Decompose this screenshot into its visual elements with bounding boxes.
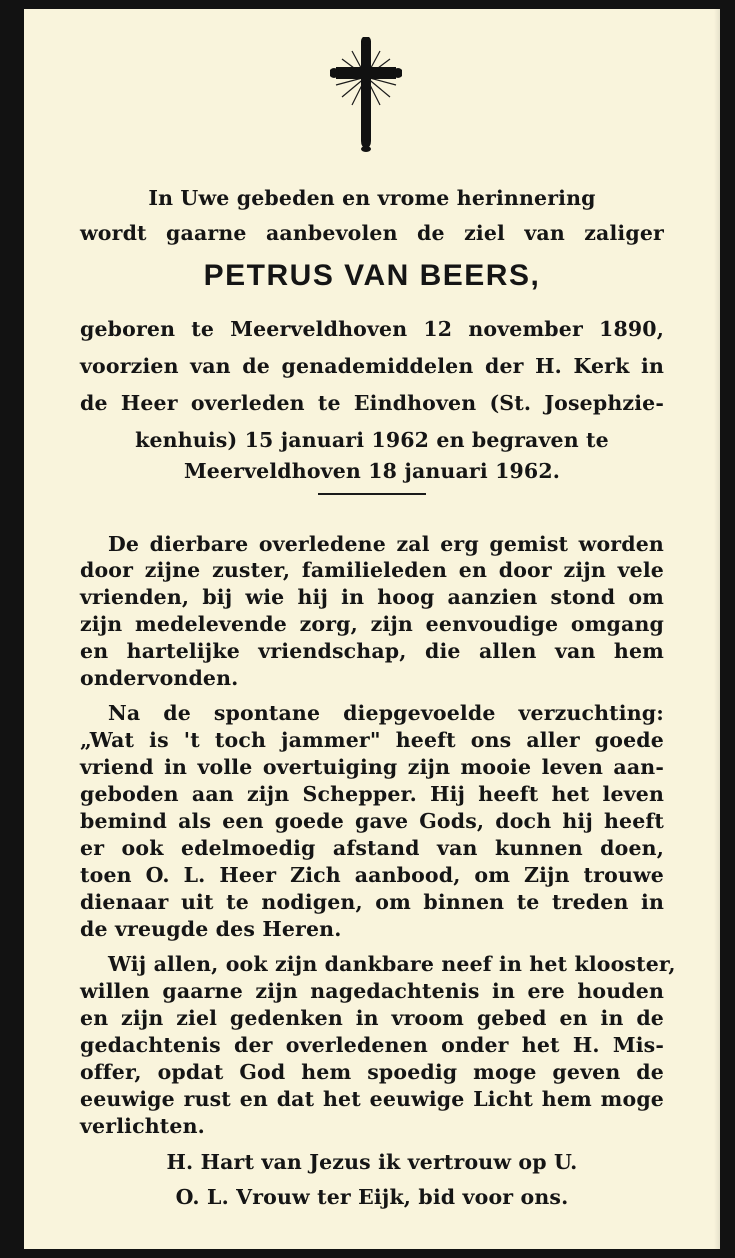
bio-line-1: geboren te Meerveldhoven 12 november 1890, bbox=[80, 317, 664, 341]
bio-line-4: kenhuis) 15 januari 1962 en begraven te bbox=[135, 428, 609, 452]
paragraph-2-line-1: Na de spontane diepgevoelde verzuchting: bbox=[108, 701, 664, 725]
paragraph-3-line-6: eeuwige rust en dat het eeuwige Licht hem moge bbox=[80, 1087, 664, 1111]
paragraph-1-line-2: door zijne zuster, familieleden en door zijn vele bbox=[80, 558, 664, 582]
paragraph-2-line-9: de vreugde des Heren. bbox=[80, 917, 342, 941]
paragraph-3-line-4: gedachtenis der overledenen onder het H. Mis- bbox=[80, 1033, 664, 1057]
prayer-line-2: O. L. Vrouw ter Eijk, bid voor ons. bbox=[175, 1185, 569, 1209]
paragraph-2-line-5: bemind als een goede gave Gods, doch hij heeft bbox=[80, 809, 664, 833]
paragraph-3-line-5: offer, opdat God hem spoedig moge geven de bbox=[80, 1060, 664, 1084]
paragraph-2-line-8: dienaar uit te nodigen, om binnen te treden in bbox=[80, 890, 664, 914]
paragraph-2-line-4: geboden aan zijn Schepper. Hij heeft het leven bbox=[80, 782, 664, 806]
paragraph-3-line-7: verlichten. bbox=[80, 1114, 205, 1138]
paragraph-3-line-3: en zijn ziel gedenken in vroom gebed en in de bbox=[80, 1006, 664, 1030]
prayer-line-1: H. Hart van Jezus ik vertrouw op U. bbox=[166, 1150, 578, 1174]
paragraph-1-line-3: vrienden, bij wie hij in hoog aanzien stond om bbox=[80, 585, 664, 609]
paragraph-2-line-2: „Wat is 't toch jammer" heeft ons aller goede bbox=[80, 728, 664, 752]
paragraph-1-line-4: zijn medelevende zorg, zijn eenvoudige omgang bbox=[80, 612, 664, 636]
bio-line-5: Meerveldhoven 18 januari 1962. bbox=[183, 459, 561, 483]
paragraph-2-line-3: vriend in volle overtuiging zijn mooie leven aan- bbox=[80, 755, 664, 779]
bio-line-3: de Heer overleden te Eindhoven (St. Josephzie- bbox=[80, 391, 664, 415]
paragraph-2-line-7: toen O. L. Heer Zich aanbood, om Zijn trouwe bbox=[80, 863, 664, 887]
intro-line-1: In Uwe gebeden en vrome herinnering bbox=[148, 186, 596, 210]
paragraph-3-line-2: willen gaarne zijn nagedachtenis in ere houden bbox=[80, 979, 664, 1003]
paragraph-1-line-5: en hartelijke vriendschap, die allen van hem bbox=[80, 639, 664, 663]
memorial-card bbox=[24, 9, 720, 1249]
paragraph-2-line-6: er ook edelmoedig afstand van kunnen doen, bbox=[80, 836, 664, 860]
bio-line-2: voorzien van de genademiddelen der H. Kerk in bbox=[80, 354, 664, 378]
paragraph-1-line-6: ondervonden. bbox=[80, 666, 239, 690]
deceased-name: PETRUS VAN BEERS, bbox=[203, 259, 541, 292]
paragraph-3-line-1: Wij allen, ook zijn dankbare neef in het klooster, bbox=[108, 952, 676, 976]
cross-icon bbox=[330, 37, 402, 153]
paragraph-1-line-1: De dierbare overledene zal erg gemist worden bbox=[108, 532, 664, 556]
divider-rule bbox=[318, 493, 426, 495]
intro-line-2: wordt gaarne aanbevolen de ziel van zaliger bbox=[80, 221, 664, 245]
